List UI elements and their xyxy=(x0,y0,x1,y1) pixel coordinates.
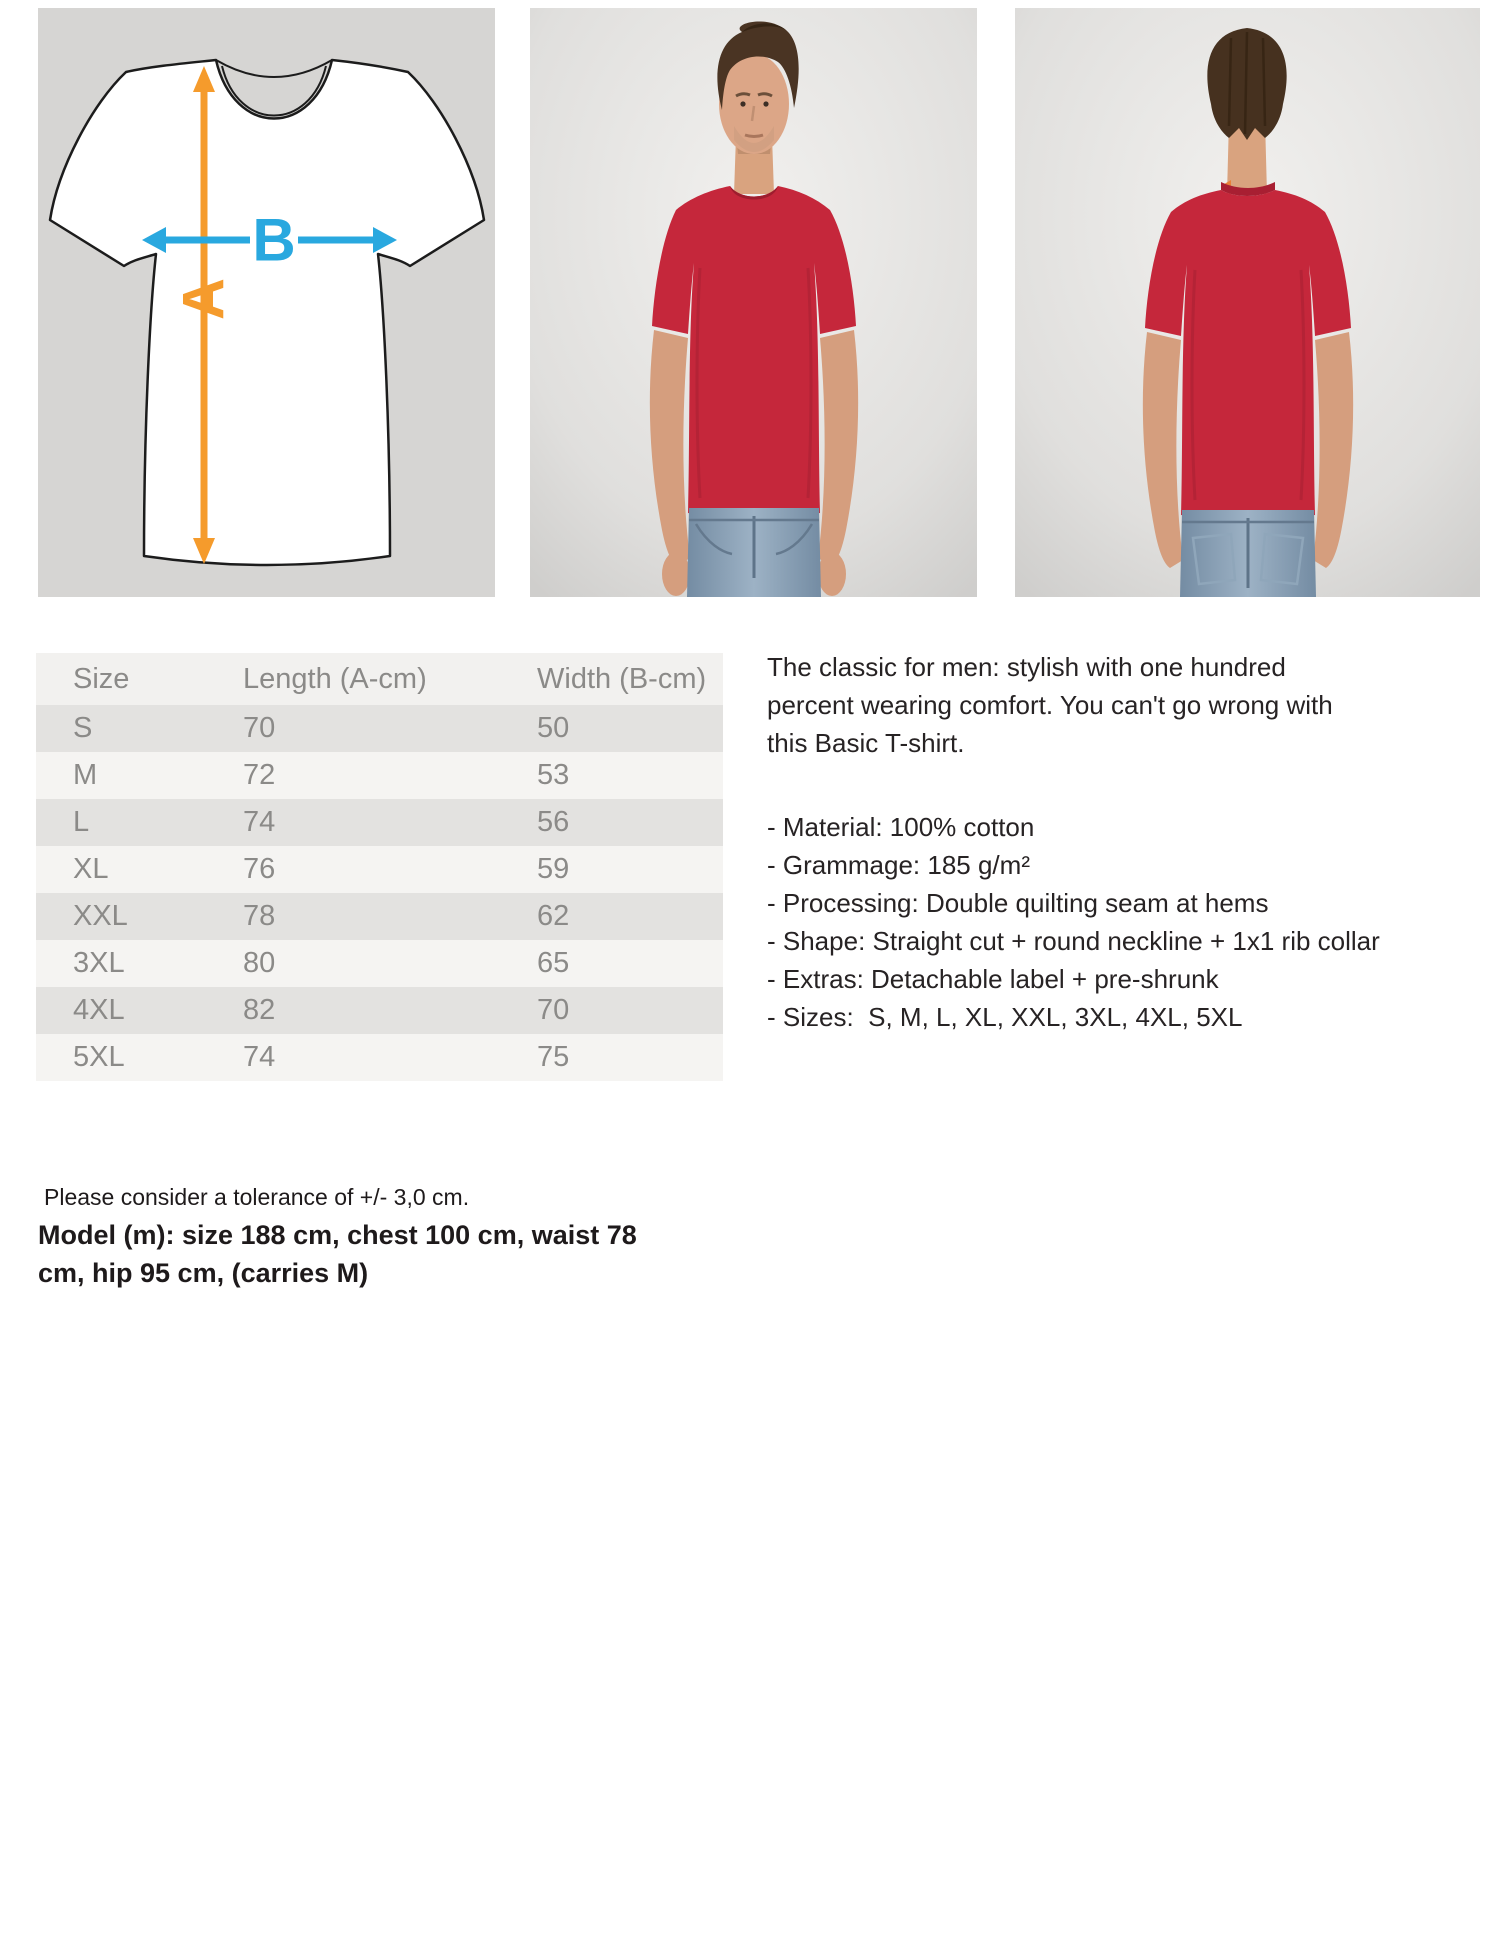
col-header-width: Width (B-cm) xyxy=(537,663,707,695)
size-cell: 4XL xyxy=(73,994,125,1026)
length-cell: 76 xyxy=(243,853,276,885)
mouth-line xyxy=(745,135,763,137)
model-info-line: Model (m): size 188 cm, chest 100 cm, waist 78 xyxy=(38,1220,637,1250)
bullet-material: - Material: 100% cotton xyxy=(767,812,1035,842)
table-row xyxy=(36,987,723,1034)
tolerance-note: Please consider a tolerance of +/- 3,0 cm. xyxy=(44,1184,470,1210)
bullet-grammage: - Grammage: 185 g/m² xyxy=(767,850,1030,880)
table-row xyxy=(36,1034,723,1081)
width-cell: 65 xyxy=(537,947,570,979)
length-cell: 74 xyxy=(243,806,276,838)
table-row xyxy=(36,752,723,799)
length-cell: 78 xyxy=(243,900,276,932)
table-header-row xyxy=(36,653,723,705)
right-eye xyxy=(763,101,768,106)
bullet-shape: - Shape: Straight cut + round neckline + 1x1 rib collar xyxy=(767,926,1380,956)
width-cell: 56 xyxy=(537,806,570,838)
bullet-extras: - Extras: Detachable label + pre-shrunk xyxy=(767,964,1219,994)
bullet-processing: - Processing: Double quilting seam at hems xyxy=(767,888,1269,918)
width-cell: 75 xyxy=(537,1041,570,1073)
left-eye xyxy=(740,101,745,106)
width-cell: 62 xyxy=(537,900,570,932)
bullet-sizes: - Sizes: S, M, L, XL, XXL, 3XL, 4XL, 5XL xyxy=(767,1002,1243,1032)
width-label: B xyxy=(252,206,296,274)
length-cell: 74 xyxy=(243,1041,276,1073)
length-label: A xyxy=(171,278,237,320)
tshirt-measure-diagram xyxy=(38,8,495,597)
size-cell: L xyxy=(73,806,90,838)
description-intro-line: The classic for men: stylish with one hundred xyxy=(767,652,1286,682)
length-cell: 70 xyxy=(243,712,276,744)
size-diagram-panel xyxy=(38,8,495,597)
left-hand xyxy=(662,552,690,596)
length-cell: 82 xyxy=(243,994,276,1026)
table-row xyxy=(36,940,723,987)
size-table xyxy=(36,653,723,1081)
model-back-photo xyxy=(1015,8,1480,597)
size-cell: XL xyxy=(73,853,109,885)
model-info xyxy=(38,1216,678,1292)
description-bullets xyxy=(767,808,1467,1036)
table-row xyxy=(36,893,723,940)
right-hand xyxy=(818,552,846,596)
model-back-illustration xyxy=(1015,8,1480,597)
length-cell: 72 xyxy=(243,759,276,791)
footer-notes xyxy=(38,1181,678,1292)
table-row xyxy=(36,799,723,846)
col-header-length: Length (A-cm) xyxy=(243,663,427,695)
size-cell: 3XL xyxy=(73,947,125,979)
size-cell: M xyxy=(73,759,98,791)
model-front-illustration xyxy=(530,8,977,597)
size-cell: XXL xyxy=(73,900,128,932)
model-front-photo xyxy=(530,8,977,597)
width-cell: 53 xyxy=(537,759,570,791)
description-intro-line: percent wearing comfort. You can't go wrong with xyxy=(767,690,1333,720)
product-description xyxy=(767,648,1467,1036)
description-intro-line: this Basic T-shirt. xyxy=(767,728,965,758)
width-cell: 50 xyxy=(537,712,570,744)
size-cell: S xyxy=(73,712,93,744)
length-cell: 80 xyxy=(243,947,276,979)
width-cell: 70 xyxy=(537,994,570,1026)
table-row xyxy=(36,705,723,752)
width-cell: 59 xyxy=(537,853,570,885)
size-cell: 5XL xyxy=(73,1041,125,1073)
table-row xyxy=(36,846,723,893)
col-header-size: Size xyxy=(73,663,130,695)
model-info-line: cm, hip 95 cm, (carries M) xyxy=(38,1258,369,1288)
